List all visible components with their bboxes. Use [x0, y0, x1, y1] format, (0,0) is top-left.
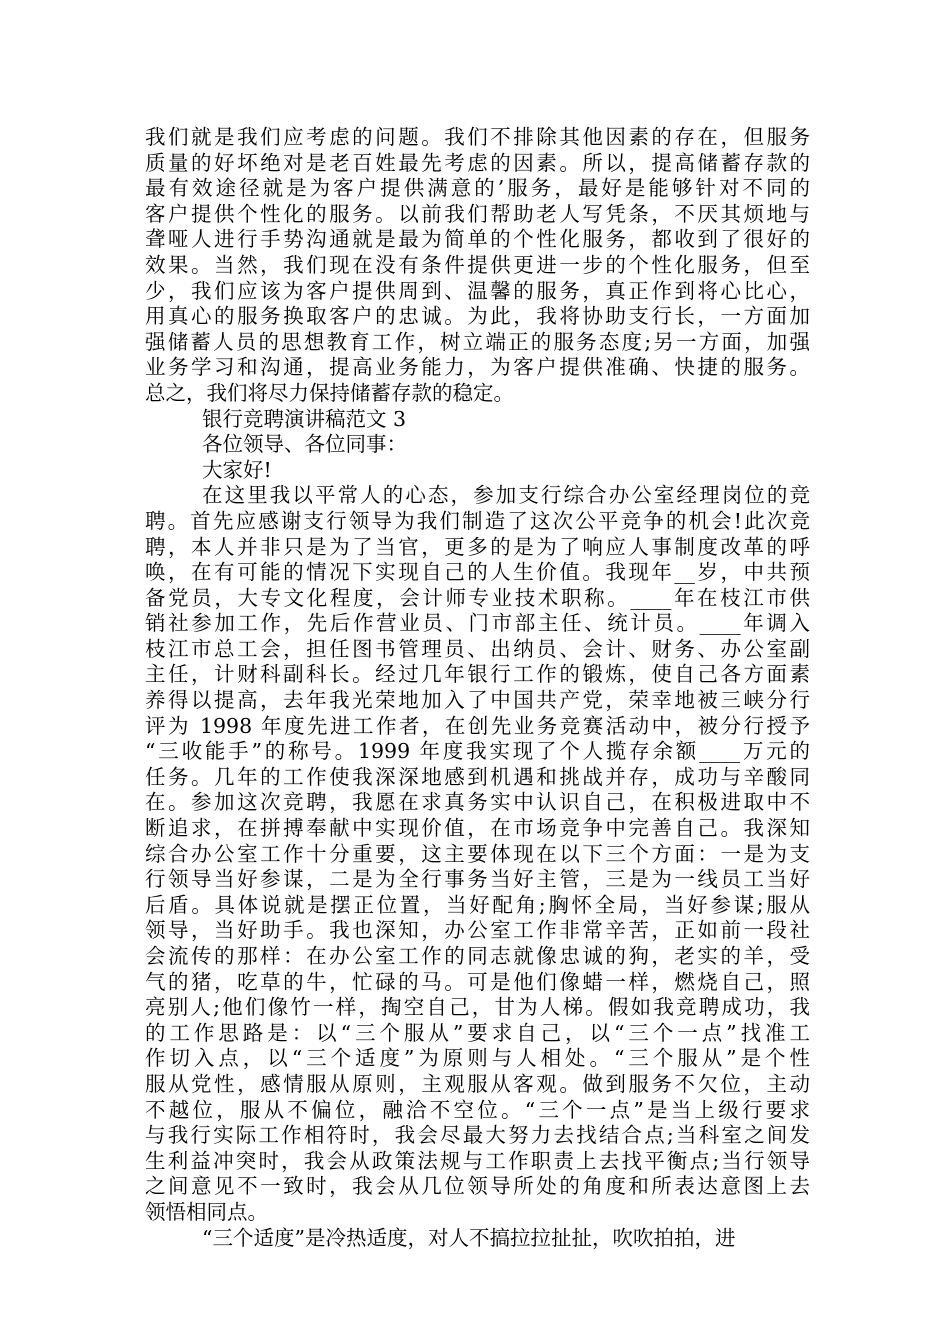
text-line: 亮别人;他们像竹一样，掏空自己，甘为人梯。假如我竞聘成功，我 — [145, 995, 810, 1020]
text-line: 行领导当好参谋，二是为全行事务当好主管，三是为一线员工当好 — [145, 867, 810, 892]
text-line: 的工作思路是：以“三个服从”要求自己，以“三个一点”找准工 — [145, 1020, 810, 1045]
text-line: 最有效途径就是为客户提供满意的’服务，最好是能够针对不同的 — [145, 176, 810, 201]
text-line: 业务学习和沟通，提高业务能力，为客户提供准确、快捷的服务。 — [145, 355, 810, 380]
text-line: 断追求，在拼搏奉献中实现价值，在市场竞争中完善自己。我深知 — [145, 816, 810, 841]
text-line: 备党员，大专文化程度，会计师专业技术职称。____年在枝江市供 — [145, 585, 810, 610]
text-line: 总之，我们将尽力保持储蓄存款的稳定。 — [145, 380, 514, 405]
text-line: 各位领导、各位同事： — [202, 432, 407, 457]
text-line: 在。参加这次竞聘，我愿在求真务实中认识自己，在积极进取中不 — [145, 790, 810, 815]
text-line: 少，我们应该为客户提供周到、温馨的服务，真正作到将心比心， — [145, 278, 810, 303]
text-line: 我们就是我们应考虑的问题。我们不排除其他因素的存在，但服务 — [145, 125, 810, 149]
text-line: 用真心的服务换取客户的忠诚。为此，我将协助支行长，一方面加 — [145, 304, 810, 329]
text-line: 聘，本人并非只是为了当官，更多的是为了响应人事制度改革的呼 — [145, 534, 810, 559]
paragraph — [145, 407, 810, 433]
document-body — [145, 125, 810, 1251]
text-line: 质量的好坏绝对是老百姓最先考虑的因素。所以，提高储蓄存款的 — [145, 150, 810, 175]
text-line: 银行竞聘演讲稿范文 3 — [202, 406, 407, 431]
text-line: “三个适度”是冷热适度，对人不搞拉拉扯扯，吹吹拍拍，进 — [202, 1225, 736, 1250]
paragraph — [145, 1226, 810, 1252]
text-line: 不越位，服从不偏位，融洽不空位。“三个一点”是当上级行要求 — [145, 1097, 810, 1122]
text-line: 大家好! — [202, 457, 272, 482]
text-line: “三收能手”的称号。1999 年度我实现了个人揽存余额____万元的 — [145, 739, 810, 764]
text-line: 在这里我以平常人的心态，参加支行综合办公室经理岗位的竞 — [202, 483, 810, 508]
text-line: 领导，当好助手。我也深知，办公室工作非常辛苦，正如前一段社 — [145, 918, 810, 943]
paragraph — [145, 458, 810, 484]
text-line: 聋哑人进行手势沟通就是最为简单的个性化服务，都收到了很好的 — [145, 227, 810, 252]
text-line: 与我行实际工作相符时，我会尽最大努力去找结合点;当科室之间发 — [145, 1123, 810, 1148]
text-line: 主任，计财科副科长。经过几年银行工作的锻炼，使自己各方面素 — [145, 662, 810, 687]
text-line: 任务。几年的工作使我深深地感到机遇和挑战并存，成功与辛酸同 — [145, 764, 810, 789]
text-line: 效果。当然，我们现在没有条件提供更进一步的个性化服务，但至 — [145, 252, 810, 277]
text-line: 后盾。具体说就是摆正位置，当好配角;胸怀全局，当好参谋;服从 — [145, 892, 810, 917]
text-line: 生利益冲突时，我会从政策法规与工作职责上去找平衡点;当行领导 — [145, 1148, 810, 1173]
text-line: 综合办公室工作十分重要，这主要体现在以下三个方面：一是为支 — [145, 841, 810, 866]
text-line: 会流传的那样：在办公室工作的同志就像忠诚的狗，老实的羊，受 — [145, 944, 810, 968]
text-line: 领悟相同点。 — [145, 1199, 268, 1224]
text-line: 强储蓄人员的思想教育工作，树立端正的服务态度;另一方面，加强 — [145, 329, 810, 354]
text-line: 之间意见不一致时，我会从几位领导所处的角度和所表达意图上去 — [145, 1174, 810, 1199]
text-line: 评为 1998 年度先进工作者，在创先业务竞赛活动中，被分行授予 — [145, 713, 810, 738]
text-line: 气的猪，吃草的牛，忙碌的马。可是他们像蜡一样，燃烧自己，照 — [145, 969, 810, 994]
paragraph — [145, 432, 810, 458]
text-line: 销社参加工作，先后作营业员、门市部主任、统计员。____年调入 — [145, 611, 810, 636]
paragraph — [145, 125, 810, 407]
text-line: 聘。首先应感谢支行领导为我们制造了这次公平竞争的机会!此次竞 — [145, 508, 810, 533]
text-line: 客户提供个性化的服务。以前我们帮助老人写凭条，不厌其烦地与 — [145, 201, 810, 226]
text-line: 作切入点，以“三个适度”为原则与人相处。“三个服从”是个性 — [145, 1046, 810, 1071]
paragraph — [145, 483, 810, 1225]
text-line: 服从党性，感情服从原则，主观服从客观。做到服务不欠位，主动 — [145, 1071, 810, 1096]
text-line: 枝江市总工会，担任图书管理员、出纳员、会计、财务、办公室副 — [145, 636, 810, 661]
text-line: 唤，在有可能的情况下实现自己的人生价值。我现年__岁，中共预 — [145, 560, 810, 585]
text-line: 养得以提高，去年我光荣地加入了中国共产党，荣幸地被三峡分行 — [145, 688, 810, 713]
